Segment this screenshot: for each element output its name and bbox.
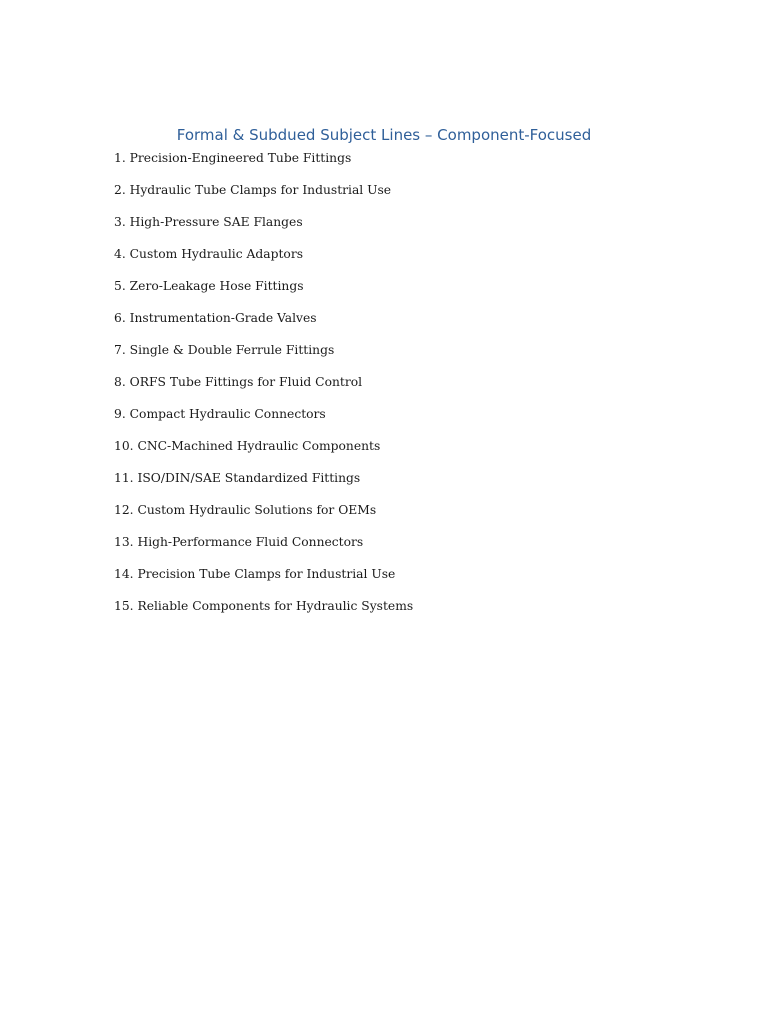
list-item: 5. Zero-Leakage Hose Fittings (114, 279, 304, 293)
list-item: 13. High-Performance Fluid Connectors (114, 535, 364, 549)
list-item: 11. ISO/DIN/SAE Standardized Fittings (114, 471, 361, 485)
list-item: 10. CNC-Machined Hydraulic Components (114, 439, 381, 453)
list-item: 12. Custom Hydraulic Solutions for OEMs (114, 503, 377, 517)
list-item: 6. Instrumentation-Grade Valves (114, 311, 317, 325)
page-title: Formal & Subdued Subject Lines – Component-Focused (176, 126, 592, 144)
list-item: 9. Compact Hydraulic Connectors (114, 407, 326, 421)
subject-line-list (114, 147, 413, 627)
list-item: 1. Precision-Engineered Tube Fittings (114, 151, 352, 165)
list-item: 4. Custom Hydraulic Adaptors (114, 247, 304, 261)
list-item: 2. Hydraulic Tube Clamps for Industrial Use (114, 183, 392, 197)
list-item: 7. Single & Double Ferrule Fittings (114, 343, 335, 357)
list-item: 14. Precision Tube Clamps for Industrial Use (114, 567, 396, 581)
list-item: 3. High-Pressure SAE Flanges (114, 215, 303, 229)
list-item: 8. ORFS Tube Fittings for Fluid Control (114, 375, 363, 389)
list-item: 15. Reliable Components for Hydraulic Systems (114, 599, 414, 613)
